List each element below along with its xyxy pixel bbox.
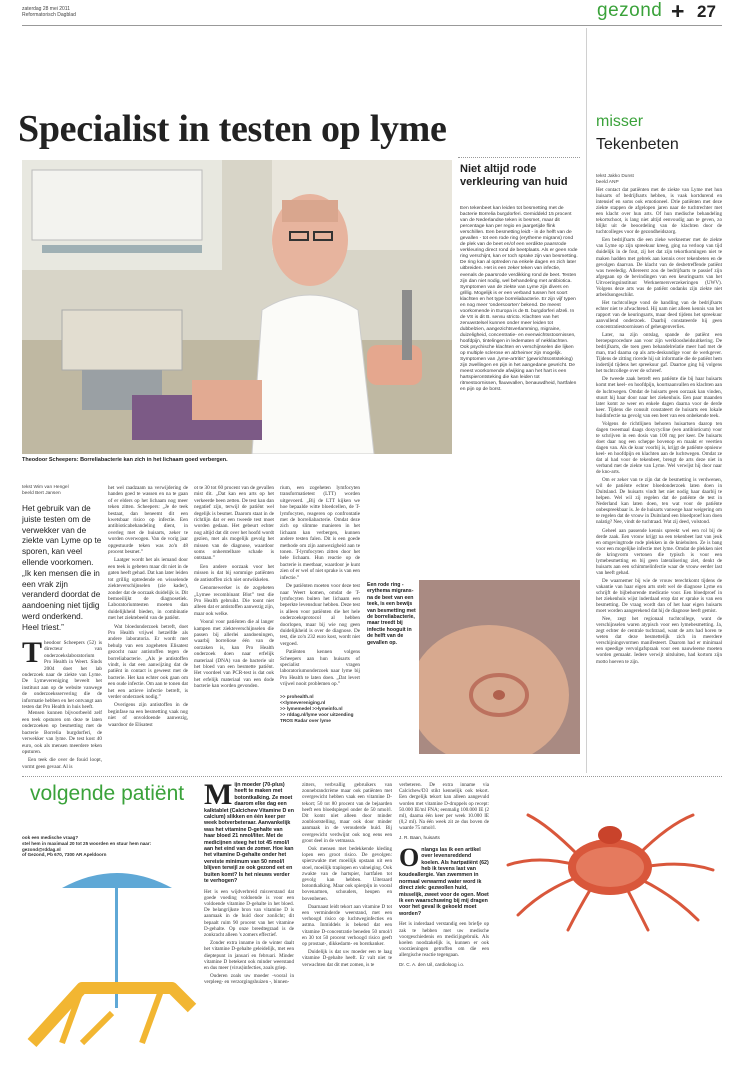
- bottom-divider: [22, 776, 722, 777]
- next-patient-heading: volgende patiënt: [30, 782, 185, 805]
- qa-col-3: [399, 782, 489, 968]
- column-para: Nee, zegt het regionaal tuchtcollege, want de verschijnselen waren atypisch voor een lymebesmetting. Ja, zegt echter de centrale tuchtraad, want de arts had horen te weten dat deze besmettelijk zich in meerdere verschijningsvormen manifesteert. Daarom had er minimaal een speedige vervolgafspraak voor een nauwleerse moeten worden gemaakt. Iedere verwijt uitsluiten, had kortom zijn motto hoeven te zijn.: [596, 616, 722, 665]
- byline-photo: beeld Bert Jansen: [22, 491, 61, 496]
- beach-illustration: [22, 868, 202, 1058]
- qa-col-2: [302, 782, 392, 970]
- answer-signature: J. R. Baan, huisarts: [399, 834, 440, 840]
- arm-caption: Een rode ring -erythema migrans- na de beet van een teek, is een bewijs van besmetting met de borreliabacterie, maar treedt bij infectie hooguit in de helft van de gevallen op.: [367, 582, 416, 646]
- article-para: Een andere oorzaak voor het missen is dat bij sommige patiënten de antistoffen zich niet ontwikkelen.: [194, 563, 274, 583]
- column-para: De tweede zaak betreft een patiënte die bij haar huisarts komt met keel- en hoofdpijn, koortsaanvallen en klachten aan de luchtwegen. Omdat de huisarts geen oorzaak kan vinden, stuurt hij haar door naar het ziekenhuis. Een paar maanden later komt ze weer en enkele dagen daarna voor de derde keer. Tijdens die consult constateert de huisarts een lokale huidinfectie na gevolg van een beet van een onbekende teek.: [596, 376, 722, 419]
- article-para: Wat bloedonderzoek betreft, doet Pro Health vrijwel hetzelfde als andere laboratoria. Er wordt met behulp van een zogeheten Elisatest gezocht naar antistoffen tegen de borreliabacterie. „Als je antistoffen vindt, is dat een aanwijzing dat de patiënt in contact is geweest met de bacterie. Het kan echter ook gaan om een oude infectie. Om aan te tonen dat het een actieve infectie betreft, is verder onderzoek nodig.”: [108, 623, 188, 700]
- column-byline-photo: beeld ANP: [596, 180, 619, 185]
- article-para: Een teek die over de fouid loopt, vormt geen gevaar. Al is: [22, 757, 102, 770]
- beach-chair-icon: [22, 868, 202, 1058]
- answer-signature-2: Dr. C. A. den Uil, cardioloog i.o.: [399, 961, 465, 967]
- column-para: Volgens de richtlijnen behoren huisartsen daarop ten dagen tweemaal daags doxycycline (een antibioticum) voor te schrijven in een dosis van 100 mg per keer. De huisarts doet daar nog een scheppe bovenop en maakt er veertien dagen van. Als de kuur voorbij is, krijgt de patiënte opnieuw keel- en hoofdpijn en klachten aan de luchtwegen. Omdat ze dat al had voor de tekenbeet, brengt de arts deze niet in verband met de ziekte van Lyme. Wel verwijst hij door naar de kno-arts.: [596, 420, 722, 476]
- tick-icon: [498, 795, 723, 935]
- column-para: Om er zeker van te zijn dat de besmetting is verdwenen, wil de patiënte echter bloedonderzoek laten doen in Duitsland. De huisarts vindt het niet nodig haar daarbij te helpen. Wel wil zij regelen dat de patiënte de test in Nederland kan laten doen, ten wat voor de patiënte onbespreekbaar is. Je de huisarts vanwege haar weigering om te regelen dat de vrouw in Duitsland een bloedproef kon doen nalatig? Nee, vindt de tuchtraad. Wat zij deed, volstond.: [596, 477, 722, 526]
- right-column-divider: [586, 28, 587, 773]
- dropcap-t: T: [22, 636, 43, 669]
- article-para: Vooral voor patiënten die al langer kampen met ziekteverschijnselen die passen bij allerlei aandoeningen, waarbij borreliose één van de oorzaken is, kan Pro Health onderzoek doen naar erfelijk materiaal (DNA) van de bacterie uit het bloed van een besmette patiënt. Het voordeel van PCR-test is dat ook het erfelijk materiaal van een dode bacterie kan worden gevonden.: [194, 619, 274, 690]
- article-para: Patiënten kennen volgens Scheepers aan hun huisarts of specialist vragen laboratoriumonderzoek naar lyme bij Pro Health te laten doen. „Dat levert vrijwel nooit problemen op.”: [280, 649, 360, 688]
- column-body: [596, 187, 722, 667]
- article-para: De patiënten moeten voor deze test naar Weert komen, omdat de T-lymfocyten buiten het lichaam een beperkte levensduur hebben. Deze test is alleen voor patiënten die het hele onderzoeksprotocol al hebben doorlopen, maar bij wie nog geen duidelijkheid is over de diagnose. De test, die zo'n 232 euro kost, wordt niet vergoed.: [280, 583, 360, 647]
- answer-para: Zonder extra inname in de winter daalt het vitamine D-gehalte geleidelijk, met een dieptepunt in januari en februari. Minder vitamine D betekent ook minder weerstand en dus meer (virus)infecties, zoals griep.: [204, 940, 294, 971]
- column-para: Later, na zijn ontslag, spande de patiënt een beroepsprocedure aan voor zijn werkloosheidsuitkering. De bedrijfsarts, die toen geen behandelrelatie meer had met de man, trad daarna op als arts-deskundige voor de werkgever. Tijdens de zitting ricerde hij uit informatie die de patiënt hem indertijd tijdens het spreekuur gaf. Daartoe ging hij volgens het tuchtcollege over de schreef.: [596, 332, 722, 375]
- article-col-1-first: heodoor Scheepers (52) is directeur van onderzoekslaboratorium Pro Health in Weert. Sinds 2004 doet het lab onderzoek naar de ziekte van Lyme. De Lymevereniging beveelt het instituut aan op de website vanwege de onderzoeksservering die de informatie hebben en het ontvangt aan testen dat Pro Health in huis heeft.: [22, 640, 102, 711]
- erythema-illustration: [419, 580, 580, 754]
- article-col-3: [194, 485, 274, 692]
- answer-para: Ouderen zoals uw moeder -vooral in verpleeg- en verzorgingshuizen -, binnen-: [204, 973, 294, 986]
- byline-text: tekst Wim van Hengel: [22, 485, 69, 490]
- dropcap-m: M: [204, 778, 233, 811]
- article-col-1: [22, 636, 102, 772]
- link-line[interactable]: >> rddag.nl/lyme voor uitzending TROS Radar over lyme: [280, 711, 354, 723]
- column-para: De waarnemer bij wie de vrouw terechtkomt tijdens de vakantie van haar eigen arts stelt wel de diagnose Lyme en schrijft de bijbehorende medicatie voor. Een bloedproef in het ziekenhuis wijst inderdaad erop dat er sprake is van een besmetting. De vraag wordt dan of het haar eigen huisarts moet worden aangerekend dat hij de diagnose heeft gemist.: [596, 577, 722, 615]
- article-col-4: [280, 485, 360, 724]
- date-line: [22, 6, 76, 18]
- link-line[interactable]: >> lymemedel >>lymeinfo.nl: [280, 705, 343, 711]
- answer-para: Het is inderdaad verstandig een briefje op zak te hebben met uw medische voorgeschiedenis en medicijngebruik. Als koelen noodzakelijk is, kunnen er ook voorzieningen getroffen om die een allergische reactie tegengaan.: [399, 921, 489, 959]
- column-byline-text: tekst Jakko Dunst: [596, 174, 634, 179]
- paper-name: Reformatorisch Dagblad: [22, 12, 76, 18]
- answer-para: Duidelijk is dat uw moeder een te laag vitamine D-gehalte heeft. Er valt niet te verwachten dat dit met zomen, is te: [302, 949, 392, 968]
- section-name: gezond: [597, 0, 663, 21]
- column-para: Het tuchtcollege vond de handling van de bedrijfsarts echter niet te afwachtend. Hij nam niet alleen kennis van het rapport van de keuringsarts, maar deed tijdens het spreekuur aanvullend onderzoek. Daarbij constateerde hij geen concentratiestoornissen of geheugenverlies.: [596, 299, 722, 331]
- answer-para: verbeteren. De extra inname via Calcichew/D3 stikt kennelijk ook tekort. Een dergelijk tekort kan alleen aangevuld worden met vitamine D-druppels op recept: 50.000 IE/ml FNA; eenmalig 100.000 IE (2 ml), daarna één keer per week 10.000 IE (0,2 ml). Na één week zit ze dus boven de waarde 75 nmol/l.: [399, 782, 489, 832]
- article-para: Overigens zijn antistoffen in de beginfase na een besmetting vaak nog niet of onvoldoende aanwezig, waardoor de Elisatest: [108, 702, 188, 728]
- intro-email[interactable]: gezond@rddag.nl: [22, 846, 61, 852]
- next-patient-intro: [22, 835, 151, 858]
- column-para: Een bedrijfsarts die een zieke werknemer met de ziekte van Lyme op zijn spreekuur kreeg, ging na verloop van tijd duidelijk in de fout, zij het dat zijn tekortkomingen niet te maken hadden met gebrek aan kennis over tekenbeten en de gevolgen daarvan. De klacht van de desbetreffende patiënt was tweeledig. Allereerst zou de bedrijfsarts te passief zijn afgegaan op de bevindingen van een keuringsarts van het Uitvoeringsinstituut Werknemersverzekeringen (UWV). Volgens deze arts was de patiënt ondanks zijn ziekte niet arbeidsongeschikt.: [596, 237, 722, 298]
- answer-para: Ook mensen met bedekkende kleding lopen een groot risico. De gevolgen: spierzwakte met moeilijk opstaan uit een stoel, moeilijk traplopen en valneiging. Ook zwakte van de hartspier, hartfalen tot gevolg kan hebben. Uiteraard botontkalking. Maar ook spierpijn in vooral bovenarmen, schouders, heupen en bovenbenen.: [302, 846, 392, 902]
- article-para: Genomewerker is de zogeheten „Lymee recombinant Blot” test die Pro Health gebruikt. Die toont niet alleen dat er antistoffen aanwezig zijn, maar ook welke.: [194, 585, 274, 617]
- article-intro: Het gebruik van de juiste testen om de verwekker van de ziekte van Lyme op te sporen, kan veel ellende voorkomen. „Ik ken mensen die in een vrak zijn veranderd doordat de aandoening niet tijdig werd onderkend. Heel triest.”: [22, 504, 102, 632]
- headline: Specialist in testen op lyme: [18, 108, 447, 150]
- link-line[interactable]: >> prohealth.nl <<lymevereniging.nl: [280, 693, 326, 705]
- lab-photo: [22, 160, 452, 454]
- sidebar-top-rule: [458, 157, 580, 158]
- page-number: 27: [697, 2, 716, 21]
- intro-line: of Gezond, Pb 670, 7300 AR Apeldoorn: [22, 852, 107, 858]
- answer-para: Het is een wijdverbreid misverstand dat goede voeding voldoende is voor een voldoende vitamine D-gehalte in het bloed. De belangrijkste bron van vitamine D is aanmaak in de huid door zonlicht; dit bepaalt ruim 90 procent van het vitamine D-gehalte. Op onze breedtegraad is de zonkracht alleen 's zomers effectief.: [204, 888, 294, 938]
- article-para: het wel raadzaam na verwijdering de handen goed te wassen en na te gaan of er elders op het lichaam nog meer teken zitten. Scheepers: „Je de teek bestaat, dan beneemt dit een kwetsbaar risico op infectie. Een antibioticabehandeling dient, in overleg met de huisarts, zeker te worden overwogen. Van de vorig jaar opgestuurde teken was zo'n 48 procent besmet.”: [108, 485, 188, 556]
- article-para: Laatger wordt het als iemand door een teek is gebeten maar dit niet in de gaten heeft gehad. Dat kan later leiden tot grillig optredende en wisselende ziekteverschijnselen (zie kader), zonder dat de oorzaak duidelijk is. Dit bemoeilijkt de diagnosetiek. Laboratoriumtesten moeten dan duidelijkheid bieden, in combinatie met het ziektebeeld van de patiënt.: [108, 557, 188, 622]
- article-para: ot te 30 tot 60 procent van de gevallen mist dit. „Dat kan een arts op het verkeerde been zetten. De test kan dan negatief zijn, terwijl de patiënt wel degelijk is besmet. Daarom staat in de richtlijn dat er een tweede test moet worden gedaan. Het gebeurt echter nog altijd dat dit over het hoofd wordt gezien, met als mogelijk gevolg het missen van de diagnose, waardoor soms onherstelbare schade is ontstaan.”: [194, 485, 274, 562]
- column-label: misser: [596, 113, 644, 130]
- masthead-rule: [22, 25, 722, 26]
- tick-illustration: [498, 795, 723, 935]
- article-para: rium, een zogeheten lymfocyten transformatietest (LTT) worden uitgevoerd. „Bij de LTT kijken we hoe bepaalde witte bloedcellen, de T-lymfocyten, reageren op confrontatie met de borreliabacterie. Omdat deze zich op slimme manieren in het lichaam kan verbergen, kunnen andere testen falen. Dit is een goede methode om zijn aanwezigheid aan te tonen. T-lymfocyten zitten door het hele lichaam. Hun reactie op de bacterie is meetbaar, waardoor je kunt zien of er wel of niet sprake is van een infectie.”: [280, 485, 360, 581]
- question-2-text: nlangs las ik een artikel over levensreddend koelen. Als hartpatiënt (62) heb ik tevens last van koudeallergie. Van zwemmen in normaal verwarmd water word ik direct ziek: gezwollen huid, misselijk, zweet voor de ogen. Moet ik een waarschuwing bij mij dragen voor het geval ik gekoeld moet worden?: [399, 846, 489, 917]
- answer-para: zitters, verbvallig gebruikers van zonnebrandcrème maar ook patiënten met overgewicht hebben vaak een vitamine D-tekort; 50 tot 80 procent van de bejaarden heeft een bloedspiegel onder de 50 nmol/l. Dit komt niet alleen door minder zonblootstelling, maar ook door minder aanmaak in de verouderde huid. Bij overgewicht verdwijnt ook nog eens een groot deel in de vetmassa.: [302, 782, 392, 844]
- sidebar-body: Een tekenbeet kan leiden tot besmetting met de bacterie Borrelia burgdorferi. Gemiddeld 15 procent van de Nederlandse teken is besmet, maar dit percentage kan per regio en jaargetijde flink verschillen. Een besmetting leidt - in de helft van de gevallen - tot een rode ring (erytheme migrans) rond de plek van de beet en/of een verdikte paarsrode verkleuring direct rond de beetplaats. Als er geen rode ring verschijnt, kan er toch sprake zijn van besmetting. De ring kan al optreden na enkele dagen en zich later uitbreiden. Het is een zeker teken van infectie, evenals de paarsrode verdikking rond de beet. Testen zijn dan niet nodig, wel behandeling met antibiotica. Symptomen van de ziekte van Lyme zijn divers en grillig. Mogelijk is er een verband tussen het soort klachten en het type borreliabacterie. Er zijn vijf typen en nog meer ‘ondersoorten’ bekend. De meest voorkomende in Europa is de B. burgdorferi afzeli. In de VS is dit B. sensu stricto. Klachten van het zenuwstelsel kunnen onder meer leiden tot dubbelzien, aangezichtsverlamming, migraine, duizeligheid, concentratie- en evenwichtsstoornissen, hoofdpijn, tintelingen in ledematen of nekklachten. Ook psychische klachten en verschijnselen die lijken op multiple sclerose en alzheimer zijn mogelijk. Symptomen van „lyme-artritis” (gewrichtsontsteking) zijn zwellingen en pijn in het aangedane gewricht. De meest voorkomende afwijking aan het hart is een hartspierontsteking die kan leiden tot ritmestoornissen, flauwvallen, benauwdheid, hartfalen en pijn op de borst.: [460, 206, 578, 393]
- column-para: Het contact dat patiënten met de ziekte van Lyme met hun huisarts of bedrijfsarts hebben, is vaak kortdurend en intensief en soms ook emotioneel. Drie patiënten met deze ziekte stappen de afgelopen jaren naar de tuchtrechter met een klacht over hun arts. Of hun medische behandeling tekortschoot, is lang niet altijd eenvoudig aan te geven, zo blijkt uit de beoordeling van de klachten door de tuchtcolleges voor de gezondheidszorg.: [596, 187, 722, 236]
- date: zaterdag 28 mei 2011: [22, 6, 70, 12]
- article-para: Mensen kunnen bijvoorbeeld zelf een teek opsturen om deze te laten onderzoeken op besmetting met de bacterie Borrelia burgdorferi, de verwekker van lyme. De test kost 40 euro, ook als mensen meerdere teken opsturen.: [22, 710, 102, 755]
- intro-line: ook een medische vraag?: [22, 835, 79, 840]
- intro-line: stel hem in maximaal 20 tot 25 woorden en stuur hem naar:: [22, 840, 152, 846]
- column-para: Geheel aan passende kennis spreekt wel een rol bij de derde zaak. Een vrouw krijgt na een tekenbeet last van jeuk en omgevingtrode rode plekken in de kniebuiten. Ze is bang voor een mogelijke infectie met lyme. Omdat de plekken niet de kringvorm vertonen die typisch is voor een lymebesmetting en bij geen lateralisering ziet, denkt de huisarts aan een schimmelinfectie waar de vrouw eerder last van heeft gehad.: [596, 527, 722, 576]
- answer-para: Daarnaast leidt tekort aan vitamine D tot een verminderde weerstand, met een verhoogd risico op luchtweginfecties en astma. Inmiddels is bekend dat een vitamine D-concentratie beneden 50 nmol/l en 30 tot 50 procent verhoogd risico geeft op prostaat-, dikkedarm- en borstkanker.: [302, 903, 392, 948]
- plus-icon: +: [671, 0, 685, 24]
- byline: [22, 485, 69, 497]
- dropcap-o: O: [399, 842, 420, 872]
- column-byline: [596, 174, 634, 186]
- question-1-text: ijn moeder (70-plus) heeft te maken met botontkalking. Ze moet daarom elke dag een kalktablet (Calcichew Vitamine D en calcium) slikken en één keer per week botverbeteraar. Aanvankelijk was het vitamine D-gehalte van haar bloed 21 nmol/liter. Met de medicijnen steeg het tot 45 nmol/l aan het eind van de zomer. Hoe kan het vitamine D-gehalte onder het vereiste minimum van 50 nmol/l blijven terwijl ze ook gezond eet en buiten komt? Is het nieuws verder te verhogen?: [204, 782, 294, 885]
- arm-photo: [419, 580, 580, 754]
- photo-illustration: [22, 160, 452, 454]
- question-2: [399, 842, 489, 917]
- qa-col-1: [204, 778, 294, 988]
- photo-caption: Theodoor Scheepers: Borreliabacterie kan zich in het lichaam goed verbergen.: [22, 457, 228, 463]
- article-col-2: [108, 485, 188, 730]
- column-title: Tekenbeten: [596, 136, 679, 153]
- sidebar-title: Niet altijd rode verkleuring van huid: [460, 163, 568, 188]
- question-1: [204, 778, 294, 885]
- article-links: [280, 694, 360, 724]
